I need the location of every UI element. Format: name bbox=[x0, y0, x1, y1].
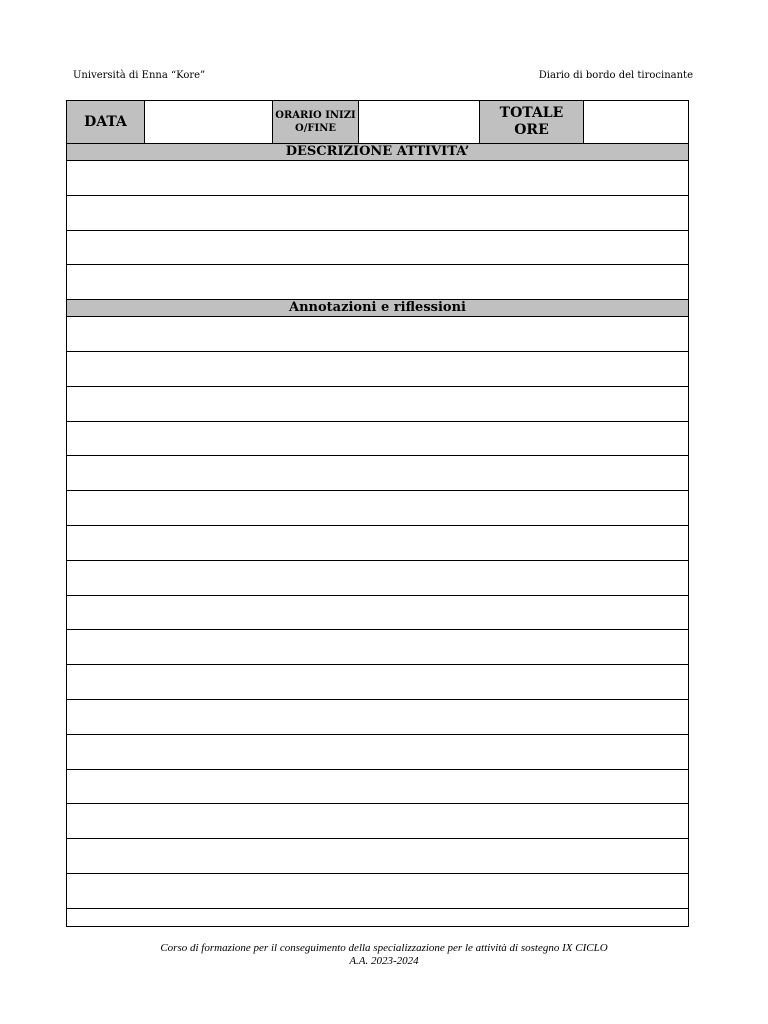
notes-line[interactable] bbox=[67, 317, 689, 352]
description-line[interactable] bbox=[67, 195, 689, 230]
description-line[interactable] bbox=[67, 230, 689, 265]
notes-line[interactable] bbox=[67, 560, 689, 595]
notes-line[interactable] bbox=[67, 873, 689, 908]
notes-line[interactable] bbox=[67, 386, 689, 421]
orario-field[interactable] bbox=[359, 101, 480, 144]
notes-line[interactable] bbox=[67, 491, 689, 526]
university-name: Università di Enna “Kore” bbox=[73, 70, 206, 81]
notes-line[interactable] bbox=[67, 630, 689, 665]
description-line[interactable] bbox=[67, 265, 689, 300]
notes-line[interactable] bbox=[67, 699, 689, 734]
notes-line[interactable] bbox=[67, 351, 689, 386]
academic-year: A.A. 2023-2024 bbox=[349, 955, 419, 967]
notes-line[interactable] bbox=[67, 769, 689, 804]
totale-ore-label: TOTALE ORE bbox=[480, 101, 584, 144]
data-label: DATA bbox=[67, 101, 145, 144]
totale-ore-field[interactable] bbox=[584, 101, 689, 144]
notes-line[interactable] bbox=[67, 804, 689, 839]
notes-line[interactable] bbox=[67, 421, 689, 456]
description-section-title: DESCRIZIONE ATTIVITA’ bbox=[67, 144, 689, 161]
notes-line[interactable] bbox=[67, 734, 689, 769]
notes-line[interactable] bbox=[67, 839, 689, 874]
notes-line[interactable] bbox=[67, 595, 689, 630]
course-name: Corso di formazione per il conseguimento della specializzazione per le attività di sostegno IX CICLO bbox=[160, 942, 608, 954]
notes-line[interactable] bbox=[67, 908, 689, 926]
notes-line[interactable] bbox=[67, 665, 689, 700]
document-title: Diario di bordo del tirocinante bbox=[538, 70, 693, 81]
form-header-row bbox=[67, 101, 689, 144]
notes-section-title: Annotazioni e riflessioni bbox=[67, 300, 689, 317]
logbook-form-table bbox=[66, 100, 689, 927]
orario-label: ORARIO INIZIO/FINE bbox=[273, 101, 359, 144]
description-line[interactable] bbox=[67, 161, 689, 196]
description-section-row bbox=[67, 144, 689, 161]
data-field[interactable] bbox=[145, 101, 273, 144]
notes-section-row bbox=[67, 300, 689, 317]
notes-line[interactable] bbox=[67, 456, 689, 491]
notes-line[interactable] bbox=[67, 525, 689, 560]
footer bbox=[0, 942, 768, 968]
